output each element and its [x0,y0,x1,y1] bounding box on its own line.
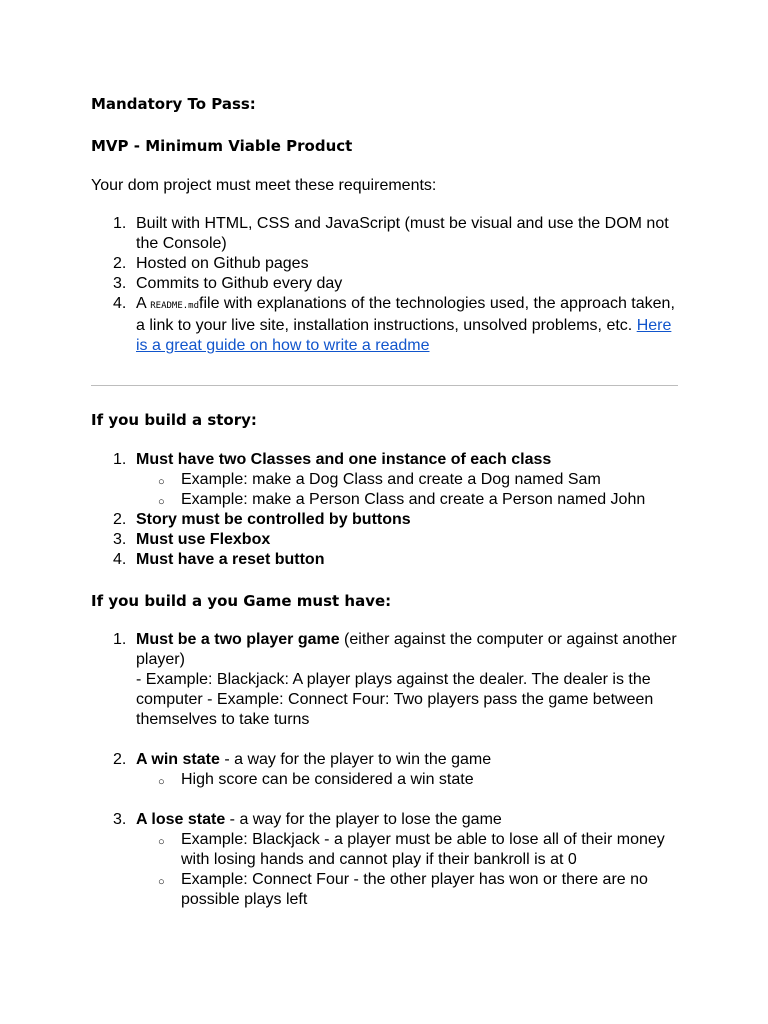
list-item-text: Must use Flexbox [136,531,271,548]
list-item-text [136,750,681,770]
list-item-text [136,810,681,830]
list-number: 3. [113,275,127,292]
list-item-text: Must have a reset button [136,551,325,568]
sub-item-text: High score can be considered a win state [181,771,474,788]
list-item [91,274,681,294]
list-item [91,550,681,570]
item-description: - a way for the player to win the game [219,751,492,768]
bullet-icon: ○ [158,836,165,848]
list-item-text: Commits to Github every day [136,275,343,292]
list-number: 4. [113,295,127,312]
item-description: (either against the computer or against another player) [136,631,677,668]
item-title: A win state [136,751,220,768]
sub-list-item [136,870,681,910]
intro-text: Your dom project must meet these requirements: [91,177,437,194]
list-item-text [136,294,681,356]
list-number: 1. [113,451,127,468]
bullet-icon: ○ [158,776,165,788]
game-list [91,630,681,910]
list-number: 3. [113,531,127,548]
heading-mandatory: Mandatory To Pass: [91,95,256,113]
sub-list [136,770,681,790]
list-item-text: Built with HTML, CSS and JavaScript (must be visual and use the DOM not the Console) [136,215,669,252]
readme-description: file with explanations of the technologies used, the approach taken, a link to your live site, installation instructions, unsolved problems, etc. [136,295,675,334]
list-item [91,214,681,254]
story-list [91,450,681,570]
list-number: 2. [113,751,127,768]
bullet-icon: ○ [158,496,165,508]
sub-list-item [136,470,681,490]
list-item [91,510,681,530]
item-examples: - Example: Blackjack: A player plays against the dealer. The dealer is the computer - Example: Connect Four: Two players pass the game between themselves to take turns [136,671,654,728]
list-item-text: Must have two Classes and one instance of each class [136,451,552,468]
sub-list-item [136,830,681,870]
list-item [91,294,681,356]
sub-item-text: Example: Connect Four - the other player has won or there are no possible plays left [181,871,648,908]
item-description: - a way for the player to lose the game [225,811,502,828]
list-item [91,750,681,810]
readme-code: README.md [150,301,200,311]
sub-item-text: Example: make a Person Class and create a Person named John [181,491,646,508]
heading-mvp: MVP - Minimum Viable Product [91,137,353,155]
bullet-icon: ○ [158,876,165,888]
sub-list-item [136,770,681,790]
list-item [91,630,681,750]
sub-item-text: Example: Blackjack - a player must be able to lose all of their money with losing hands and cannot play if their bankroll is at 0 [181,831,665,868]
sub-list [136,830,681,910]
sub-list [136,470,681,510]
readme-guide-link[interactable]: Here is a great guide on how to write a readme [136,317,672,354]
list-number: 2. [113,255,127,272]
requirements-list [91,214,681,356]
list-number: 1. [113,215,127,232]
list-number: 2. [113,511,127,528]
list-item [91,530,681,550]
sub-list-item [136,490,681,510]
list-item-text: Hosted on Github pages [136,255,309,272]
readme-prefix: A [136,295,151,312]
bullet-icon: ○ [158,476,165,488]
list-number: 4. [113,551,127,568]
list-item [91,810,681,910]
list-number: 1. [113,631,127,648]
item-title: Must be a two player game [136,631,340,648]
divider [91,385,678,386]
sub-item-text: Example: make a Dog Class and create a Dog named Sam [181,471,601,488]
item-title: A lose state [136,811,226,828]
heading-story: If you build a story: [91,411,257,429]
heading-game: If you build a you Game must have: [91,592,392,610]
list-item [91,254,681,274]
list-item [91,450,681,510]
list-item-text: Story must be controlled by buttons [136,511,411,528]
list-number: 3. [113,811,127,828]
list-item-text [136,630,681,670]
